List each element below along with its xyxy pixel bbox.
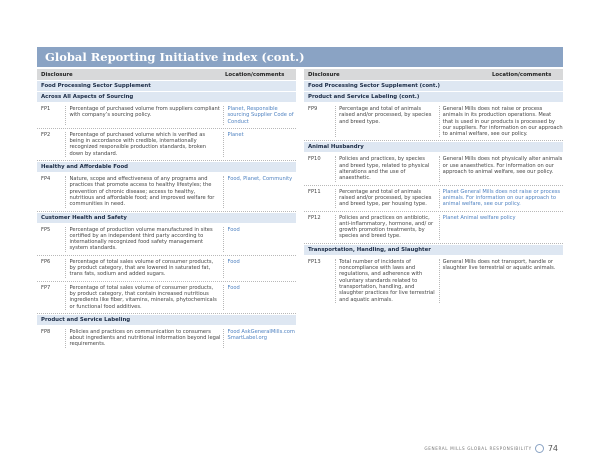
section-heading: Healthy and Affordable Food <box>37 162 296 172</box>
location-header: Location/comments <box>492 71 552 78</box>
table-row <box>37 103 296 129</box>
location-comment[interactable]: Food <box>223 285 296 310</box>
disclosure-code: FP5 <box>41 226 51 233</box>
section-heading: Across All Aspects of Sourcing <box>37 92 296 102</box>
disclosure-code: FP9 <box>308 106 318 112</box>
supplement-heading: Food Processing Sector Supplement <box>37 81 296 91</box>
supplement-heading: Food Processing Sector Supplement (cont.) <box>304 81 563 91</box>
disclosure-description: Percentage and total of animals raised and/or processed, by species and breed type, per housing type. <box>335 189 439 208</box>
disclosure-description: Nature, scope and effectiveness of any programs and practices that promote access to healthy lifestyles; the prevention of chronic disease; access to healthy, nutritious and affordable food; and improved welfare for communities in need. <box>65 176 223 207</box>
table-row <box>37 173 296 211</box>
location-comment[interactable]: General Mills does not transport, handle or slaughter live terrestrial or aquatic animals. <box>439 259 563 303</box>
table-row <box>304 153 563 185</box>
table-header <box>304 69 563 80</box>
table-row <box>37 224 296 256</box>
disclosure-code: FP10 <box>308 156 321 163</box>
section-heading: Product and Service Labeling (cont.) <box>304 92 563 102</box>
disclosure-code: FP4 <box>41 176 51 183</box>
page-circle-icon <box>535 444 544 453</box>
footer-text: GENERAL MILLS GLOBAL RESPONSIBILITY <box>424 446 532 451</box>
location-comment[interactable]: Planet Animal welfare policy <box>439 215 563 240</box>
table-row <box>37 326 296 351</box>
disclosure-header: Disclosure <box>308 71 340 78</box>
section-heading: Product and Service Labeling <box>37 315 296 325</box>
disclosure-description: Percentage of total sales volume of consumer products, by product category, that are lowered in saturated fat, trans fats, sodium and added sugars. <box>65 259 223 278</box>
location-comment[interactable]: Planet <box>223 132 296 157</box>
location-comment[interactable]: Planet General Mills does not raise or process animals. For information on our approach to animal welfare, see our policy. <box>439 189 563 208</box>
location-header: Location/comments <box>225 71 285 78</box>
disclosure-description: Policies and practices, by species and breed type, related to physical alterations and the use of anaesthetic. <box>335 156 439 181</box>
disclosure-code: FP6 <box>41 258 51 265</box>
section-heading: Animal Husbandry <box>304 142 563 152</box>
section-heading: Customer Health and Safety <box>37 213 296 223</box>
left-table <box>37 69 296 351</box>
disclosure-code: FP2 <box>41 131 51 138</box>
location-comment[interactable]: General Mills does not raise or process animals in its production operations. Meat that is used in our products is processed by our suppliers. For information on our approach to animal welfare, see our policy. <box>439 106 563 137</box>
disclosure-description: Percentage and total of animals raised and/or processed, by species and breed type. <box>335 106 439 137</box>
table-row <box>304 103 563 141</box>
table-row <box>304 212 563 244</box>
disclosure-description: Percentage of purchased volume which is verified as being in accordance with credible, internationally recognized responsible production standards, broken down by standard. <box>65 132 223 157</box>
disclosure-code: FP7 <box>41 284 51 291</box>
page-title: Global Reporting Initiative index (cont.) <box>37 47 563 67</box>
location-comment[interactable]: Food <box>223 227 296 252</box>
disclosure-code: FP8 <box>41 328 51 335</box>
location-comment[interactable]: General Mills does not physically alter animals or use anaesthetics. For information on our approach to animal welfare, see our policy. <box>439 156 563 181</box>
disclosure-description: Policies and practices on antibiotic, anti-inflammatory, hormone, and/ or growth promotion treatments, by species and breed type. <box>335 215 439 240</box>
right-table <box>304 69 563 306</box>
table-row <box>37 256 296 282</box>
table-row <box>37 282 296 314</box>
location-comment[interactable]: Food AskGeneralMills.com SmartLabel.org <box>223 329 296 348</box>
table-header <box>37 69 296 80</box>
disclosure-code: FP12 <box>308 214 321 221</box>
disclosure-description: Percentage of production volume manufactured in sites certified by an independent third party according to internationally recognized food safety management system standards. <box>65 227 223 252</box>
section-heading: Transportation, Handling, and Slaughter <box>304 245 563 255</box>
disclosure-code: FP13 <box>308 258 321 265</box>
location-comment[interactable]: Food <box>223 259 296 278</box>
table-row <box>304 186 563 212</box>
location-comment[interactable]: Planet, Responsible sourcing Supplier Code of Conduct <box>223 106 296 125</box>
table-row <box>37 129 296 161</box>
disclosure-description: Policies and practices on communication to consumers about ingredients and nutritional information beyond legal requirements. <box>65 329 223 348</box>
disclosure-code: FP1 <box>41 106 51 112</box>
location-comment[interactable]: Food, Planet, Community <box>223 176 296 207</box>
disclosure-description: Percentage of purchased volume from suppliers compliant with company’s sourcing policy. <box>65 106 223 125</box>
disclosure-description: Percentage of total sales volume of consumer products, by product category, that contain increased nutritious ingredients like fiber, vitamins, minerals, phytochemicals or functional food additives. <box>65 285 223 310</box>
page-number: 74 <box>547 444 558 453</box>
page-footer <box>424 444 558 453</box>
disclosure-description: Total number of incidents of noncompliance with laws and regulations, and adherence with voluntary standards related to transportation, handling, and slaughter practices for live terrestrial and aquatic animals. <box>335 259 439 303</box>
disclosure-code: FP11 <box>308 188 321 195</box>
disclosure-header: Disclosure <box>41 71 73 78</box>
table-row <box>304 256 563 306</box>
